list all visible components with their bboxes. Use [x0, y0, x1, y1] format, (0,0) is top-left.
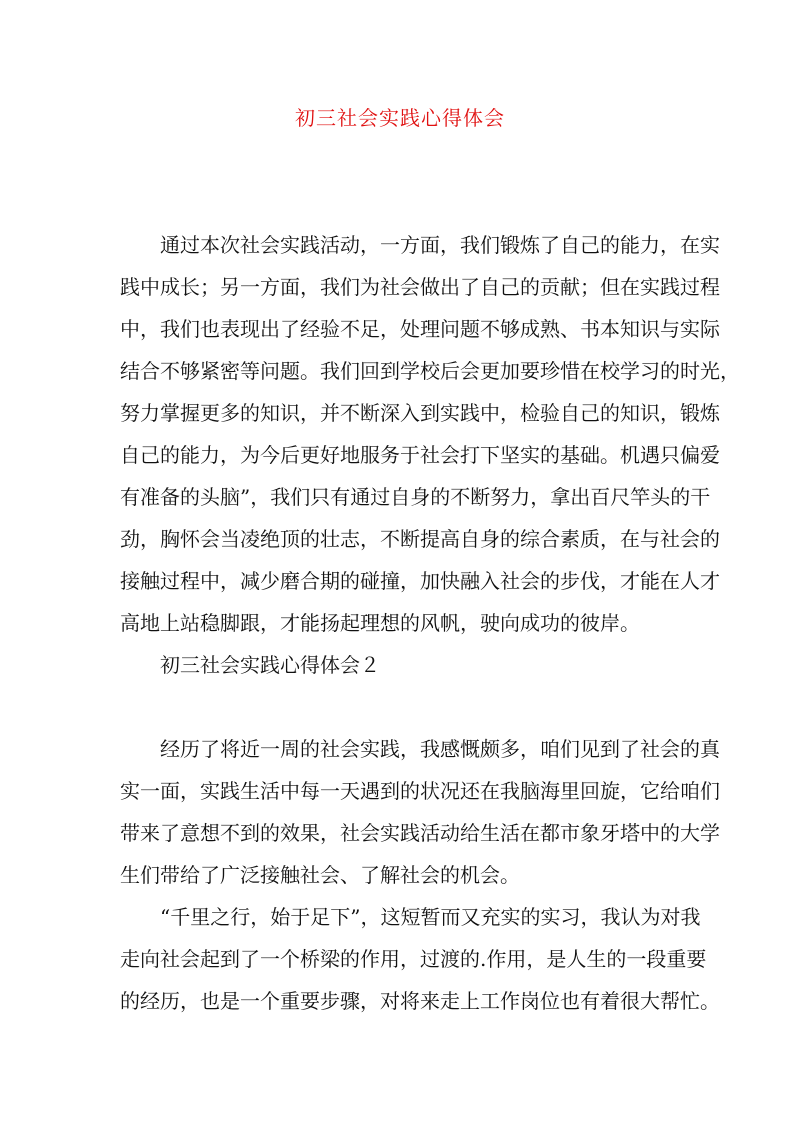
paragraph-1-line: 接触过程中，减少磨合期的碰撞，加快融入社会的步伐，才能在人才	[120, 569, 720, 593]
document-title: 初三社会实践心得体会	[295, 106, 505, 130]
paragraph-2-line: 经历了将近一周的社会实践，我感慨颇多，咱们见到了社会的真	[160, 737, 720, 761]
paragraph-1-line: 有准备的头脑”，我们只有通过自身的不断努力，拿出百尺竿头的干	[120, 485, 711, 509]
paragraph-3-line: 的经历，也是一个重要步骤，对将来走上工作岗位也有着很大帮忙。	[120, 989, 720, 1013]
paragraph-1-line: 努力掌握更多的知识，并不断深入到实践中，检验自己的知识，锻炼	[120, 401, 720, 425]
paragraph-1-line: 自己的能力，为今后更好地服务于社会打下坚实的基础。机遇只偏爱	[120, 443, 720, 467]
paragraph-1-line: 通过本次社会实践活动，一方面，我们锻炼了自己的能力，在实	[160, 233, 720, 257]
paragraph-1-line: 中，我们也表现出了经验不足，处理问题不够成熟、书本知识与实际	[120, 317, 720, 341]
paragraph-2-line: 生们带给了广泛接触社会、了解社会的机会。	[120, 863, 520, 887]
paragraph-1-line: 高地上站稳脚跟，才能扬起理想的风帆，驶向成功的彼岸。	[120, 611, 640, 635]
paragraph-1-line: 践中成长；另一方面，我们为社会做出了自己的贡献；但在实践过程	[120, 275, 720, 299]
paragraph-2-line: 实一面，实践生活中每一天遇到的状况还在我脑海里回旋，它给咱们	[120, 779, 720, 803]
paragraph-3-line: 走向社会起到了一个桥梁的作用，过渡的.作用，是人生的一段重要	[120, 947, 707, 971]
paragraph-1-line: 结合不够紧密等问题。我们回到学校后会更加要珍惜在校学习的时光，	[120, 359, 740, 383]
paragraph-2-line: 带来了意想不到的效果，社会实践活动给生活在都市象牙塔中的大学	[120, 821, 720, 845]
section-subheading: 初三社会实践心得体会２	[160, 653, 380, 677]
paragraph-1-line: 劲，胸怀会当凌绝顶的壮志，不断提高自身的综合素质，在与社会的	[120, 527, 720, 551]
paragraph-3-line: “千里之行，始于足下”，这短暂而又充实的实习，我认为对我	[160, 905, 701, 929]
